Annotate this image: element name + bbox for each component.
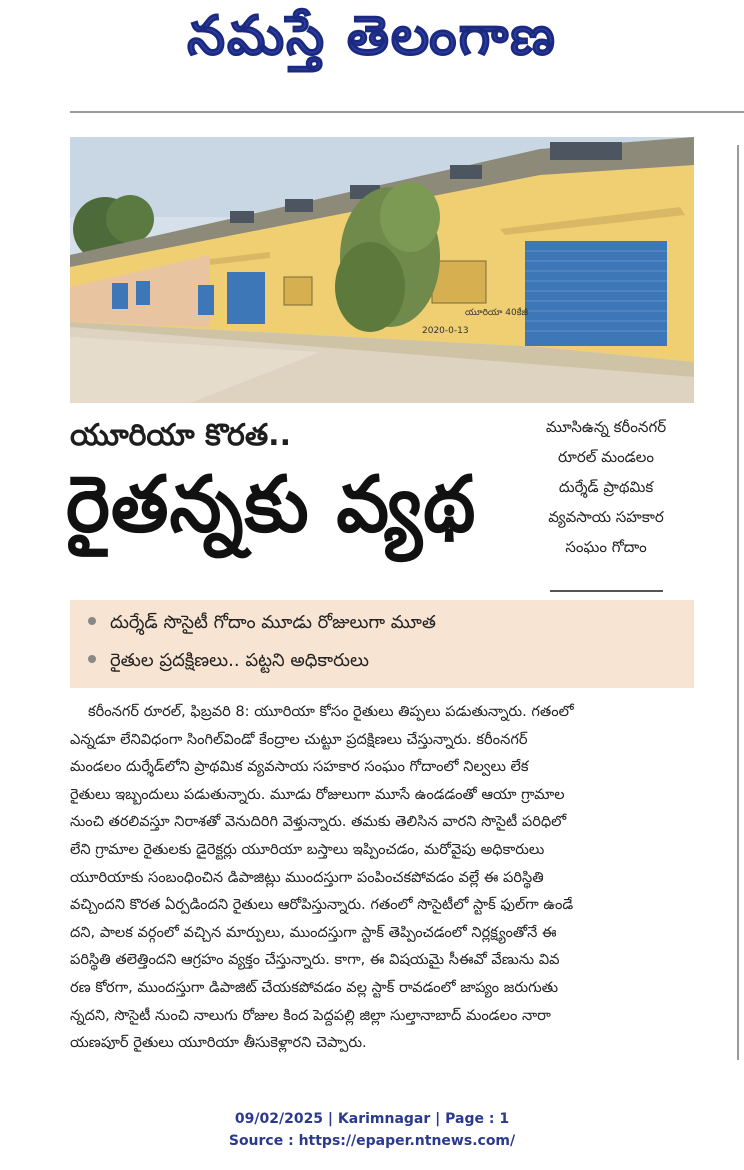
article-line: నుంచి తరలివస్తూ నిరాశతో వెనుదిరిగి వెళ్తున్నారు. తమకు తెలిసిన వారని సొసైటీ పరిధిలో: [70, 813, 567, 831]
caption-line: వ్యవసాయ సహకార: [548, 508, 664, 526]
article-line: యూరియాకు సంబంధించిన డిపాజిట్లు ముందస్తుగా పంపించకపోవడం వల్లే ఈ పరిస్థితి: [70, 868, 544, 886]
highlight-text: దుర్శేడ్ సొసైటీ గోదాం మూడు రోజులుగా మూత: [110, 612, 436, 633]
article-line: యణపూర్ రైతులు యూరియా తీసుకెళ్లారని చెప్పారు.: [70, 1034, 367, 1052]
story-highlights: [70, 600, 694, 688]
wall-text-2: 2020-0-13: [422, 326, 469, 336]
article-line: లేని గ్రామాల రైతులకు డైరెక్టర్లు యూరియా బస్తాలు ఇప్పించడం, మరోవైపు అధికారులు: [70, 840, 545, 858]
source-link[interactable]: Source : https://epaper.ntnews.com/: [228, 1133, 516, 1149]
article-body: [70, 698, 694, 1057]
wall-text-1: యూరియా 40కేజీ: [465, 308, 528, 318]
highlight-text: రైతుల ప్రదక్షిణలు.. పట్టని అధికారులు: [110, 650, 369, 671]
article-line: పరిస్థితి తలెత్తిందని ఆగ్రహం వ్యక్తం చేస్తున్నారు. కాగా, ఈ విషయమై సీఈవో వేణును వివ: [70, 951, 560, 969]
news-photo: [70, 137, 694, 403]
story-headline: రైతన్నకు వ్యథ: [66, 459, 477, 550]
article-line: మండలం దుర్శేడ్‌లోని ప్రాథమిక వ్యవసాయ సహకార సంఘం గోదాంలో నిల్వలు లేక: [70, 758, 529, 776]
article-line: రణ కోరగా, ముందస్తుగా డిపాజిట్ చేయకపోవడం వల్ల స్టాక్ రావడంలో జాప్యం జరుగుతు: [70, 978, 559, 996]
article-line: కరీంనగర్ రూరల్, ఫిబ్రవరి 8: యూరియా కోసం రైతులు తిప్పలు పడుతున్నారు. గతంలో: [88, 703, 574, 720]
article-line: రైతులు ఇబ్బందులు పడుతున్నారు. మూడు రోజులుగా మూసే ఉండడంతో ఆయా గ్రామాల: [70, 785, 565, 803]
article-line: వచ్చిందని కొరత ఏర్పడిందని రైతులు ఆరోపిస్తున్నారు. గతంలో సొసైటీలో స్టాక్ ఫుల్‌గా ఉండే: [70, 896, 574, 914]
caption-line: సంఘం గోదాం: [565, 538, 647, 556]
edition-info: 09/02/2025 | Karimnagar | Page : 1: [234, 1111, 510, 1127]
bullet-icon: [88, 617, 96, 625]
highlight-item: [88, 650, 369, 675]
caption-divider: [550, 590, 663, 592]
bullet-icon: [88, 655, 96, 663]
photo-caption: [521, 412, 691, 562]
column-rule: [737, 145, 739, 1060]
article-line: దని, పాలక వర్గంలో వచ్చిన మార్పులు, ముందస్తుగా స్టాక్ తెప్పించడంలో నిర్లక్ష్యంతోనే ఈ: [70, 923, 557, 941]
article-line: ఎన్నడూ లేనివిధంగా సింగిల్‌విండో కేంద్రాల చుట్టూ ప్రదక్షిణలు చేస్తున్నారు. కరీంనగర్: [70, 730, 528, 748]
page-footer: [0, 1108, 744, 1152]
caption-line: దుర్శేడ్ ప్రాథమిక: [558, 478, 654, 496]
caption-line: రూరల్ మండలం: [557, 448, 655, 466]
article-line: న్నదని, సొసైటీ నుంచి నాలుగు రోజుల కింద పెద్దపల్లి జిల్లా సుల్తానాబాద్ మండలం నారా: [70, 1006, 551, 1024]
masthead-divider: [70, 111, 744, 113]
highlight-item: [88, 612, 436, 637]
newspaper-logo: నమస్తే తెలంగాణ: [187, 4, 557, 67]
masthead: [0, 0, 744, 100]
story-kicker: యూరియా కొరత..: [70, 418, 291, 453]
caption-line: మూసిఉన్న కరీంనగర్: [545, 418, 667, 436]
